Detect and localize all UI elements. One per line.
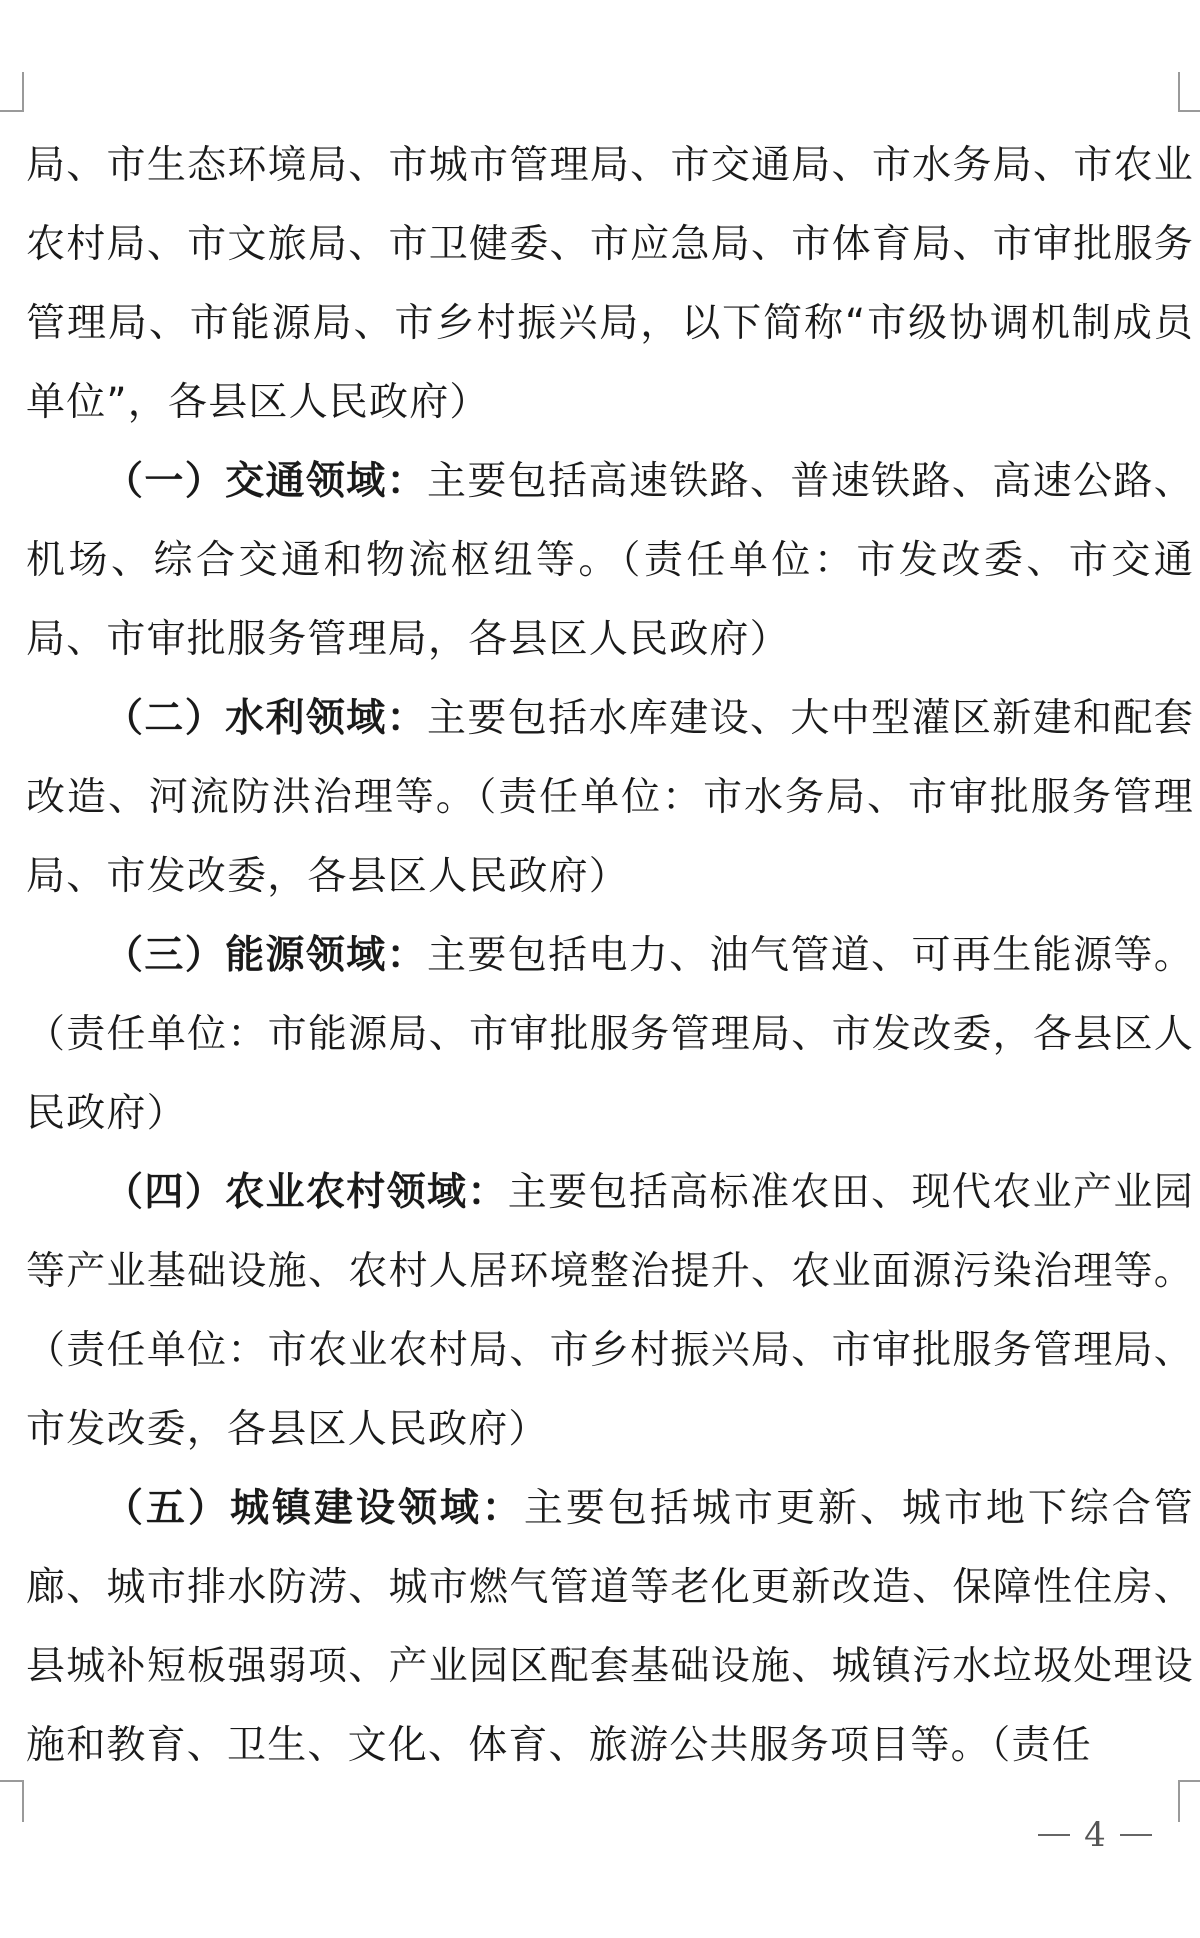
- dash-right: [1120, 1834, 1152, 1836]
- section-heading: （三）能源领域：: [104, 933, 428, 978]
- page-number-value: 4: [1084, 1815, 1106, 1855]
- section-agriculture: [26, 1153, 1194, 1469]
- intro-paragraph: 局、市生态环境局、市城市管理局、市交通局、市水务局、市农业农村局、市文旅局、市卫健委、市应急局、市体育局、市审批服务管理局、市能源局、市乡村振兴局，以下简称“市级协调机制成员单位”，各县区人民政府）: [26, 143, 1194, 425]
- section-water: [26, 679, 1194, 916]
- section-body: 主要包括电力、油气管道、可再生能源等。（责任单位：市能源局、市审批服务管理局、市发改委，各县区人民政府）: [26, 933, 1194, 1136]
- section-heading: （四）农业农村领域：: [104, 1170, 508, 1215]
- document-body: [26, 126, 1194, 1785]
- section-urban-construction: [26, 1469, 1194, 1785]
- section-energy: [26, 916, 1194, 1153]
- section-body: 主要包括城市更新、城市地下综合管廊、城市排水防涝、城市燃气管道等老化更新改造、保障性住房、县城补短板强弱项、产业园区配套基础设施、城镇污水垃圾处理设施和教育、卫生、文化、体育、旅游公共服务项目等。（责任: [26, 1486, 1194, 1768]
- dash-left: [1038, 1834, 1070, 1836]
- section-heading: （一）交通领域：: [104, 459, 428, 504]
- section-heading: （五）城镇建设领域：: [104, 1486, 524, 1531]
- crop-mark-bottom-left: [0, 1780, 24, 1822]
- crop-mark-top-right: [1178, 72, 1200, 112]
- section-heading: （二）水利领域：: [104, 696, 428, 741]
- section-body: 主要包括高速铁路、普速铁路、高速公路、机场、综合交通和物流枢纽等。（责任单位：市发改委、市交通局、市审批服务管理局，各县区人民政府）: [26, 459, 1194, 662]
- page-number: [1010, 1810, 1180, 1860]
- section-body: 主要包括水库建设、大中型灌区新建和配套改造、河流防洪治理等。（责任单位：市水务局、市审批服务管理局、市发改委，各县区人民政府）: [26, 696, 1194, 899]
- crop-mark-bottom-right: [1178, 1780, 1200, 1822]
- section-body: 主要包括高标准农田、现代农业产业园等产业基础设施、农村人居环境整治提升、农业面源污染治理等。（责任单位：市农业农村局、市乡村振兴局、市审批服务管理局、市发改委，各县区人民政府）: [26, 1170, 1194, 1452]
- section-transport: [26, 442, 1194, 679]
- crop-mark-top-left: [0, 72, 24, 112]
